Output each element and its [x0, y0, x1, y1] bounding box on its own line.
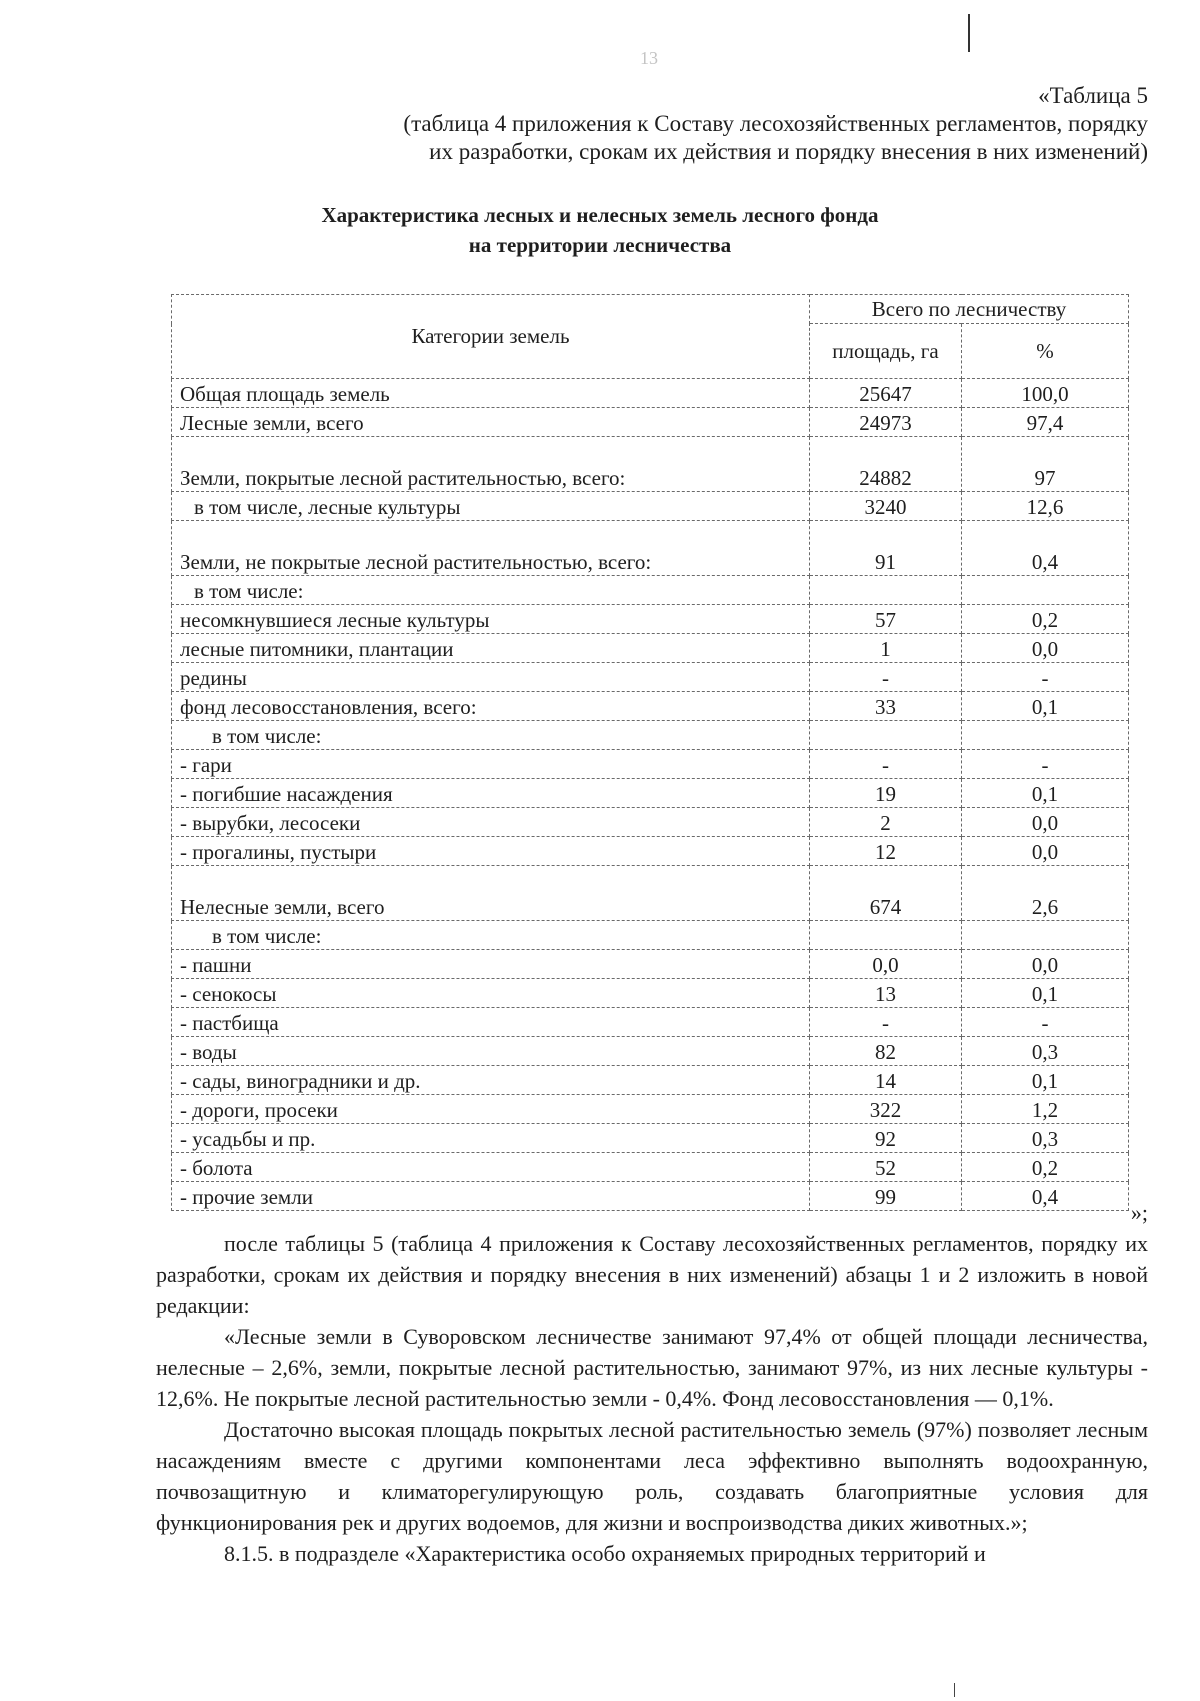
table-row: [172, 808, 1129, 837]
table-row: [172, 408, 1129, 437]
row-area: 12: [810, 837, 962, 866]
table-row: [172, 379, 1129, 408]
table-row: [172, 605, 1129, 634]
row-area: 24882: [810, 437, 962, 492]
table-row: [172, 950, 1129, 979]
closing-quote: »;: [1130, 1200, 1148, 1225]
table-row: [172, 979, 1129, 1008]
row-area: [810, 721, 962, 750]
row-area: -: [810, 750, 962, 779]
row-label: - погибшие насаждения: [172, 779, 810, 808]
table-row: [172, 921, 1129, 950]
row-area: 322: [810, 1095, 962, 1124]
row-label: Земли, не покрытые лесной растительностью, всего:: [172, 521, 810, 576]
row-label: Лесные земли, всего: [172, 408, 810, 437]
row-percent: 0,1: [962, 779, 1129, 808]
table-row: [172, 1037, 1129, 1066]
page-number: 13: [640, 48, 658, 68]
row-percent: 97,4: [962, 408, 1129, 437]
row-percent: 0,1: [962, 979, 1129, 1008]
row-percent: 0,2: [962, 1153, 1129, 1182]
row-area: [810, 921, 962, 950]
row-area: 25647: [810, 379, 962, 408]
row-percent: 0,1: [962, 692, 1129, 721]
row-area: 82: [810, 1037, 962, 1066]
table-row: [172, 492, 1129, 521]
paragraph-2: «Лесные земли в Суворовском лесничестве занимают 97,4% от общей площади лесничества, нелесные – 2,6%, земли, покрытые лесной растительностью, занимают 97%, из них лесные культуры - 12,6%. Не покрытые лесной растительностью земли - 0,4%. Фонд лесовосстановления — 0,1%.: [156, 1324, 1148, 1411]
row-area: 19: [810, 779, 962, 808]
row-percent: -: [962, 1008, 1129, 1037]
body-text: [156, 1228, 1148, 1569]
scan-mark-bottom: [954, 1683, 955, 1697]
table-title-line-1: Характеристика лесных и нелесных земель лесного фонда: [321, 203, 879, 227]
row-percent: 0,4: [962, 1182, 1129, 1211]
row-percent: 97: [962, 437, 1129, 492]
row-label: - болота: [172, 1153, 810, 1182]
table-row: [172, 750, 1129, 779]
table-row: [172, 521, 1129, 576]
row-area: -: [810, 663, 962, 692]
table-title: [160, 200, 1040, 260]
row-label: - прочие земли: [172, 1182, 810, 1211]
row-label: - сады, виноградники и др.: [172, 1066, 810, 1095]
header-total: Всего по лесничеству: [810, 295, 1129, 324]
row-area: 13: [810, 979, 962, 1008]
table-row: [172, 1124, 1129, 1153]
row-percent: -: [962, 750, 1129, 779]
row-label: - сенокосы: [172, 979, 810, 1008]
row-area: 57: [810, 605, 962, 634]
header-percent: %: [962, 324, 1129, 379]
row-percent: 0,3: [962, 1037, 1129, 1066]
row-percent: [962, 721, 1129, 750]
table-row: [172, 663, 1129, 692]
row-percent: 100,0: [962, 379, 1129, 408]
row-area: 24973: [810, 408, 962, 437]
row-percent: 0,0: [962, 837, 1129, 866]
row-percent: 0,2: [962, 605, 1129, 634]
row-area: 1: [810, 634, 962, 663]
paragraph-1: после таблицы 5 (таблица 4 приложения к Составу лесохозяйственных регламентов, порядку их разработки, срокам их действия и порядку внесения в них изменений) абзацы 1 и 2 изложить в новой редакции:: [156, 1231, 1148, 1318]
row-area: 33: [810, 692, 962, 721]
row-label: фонд лесовосстановления, всего:: [172, 692, 810, 721]
table-row: [172, 721, 1129, 750]
row-area: 52: [810, 1153, 962, 1182]
row-label: - дороги, просеки: [172, 1095, 810, 1124]
row-area: [810, 576, 962, 605]
row-percent: 1,2: [962, 1095, 1129, 1124]
table-row: [172, 1153, 1129, 1182]
row-area: 14: [810, 1066, 962, 1095]
row-area: 91: [810, 521, 962, 576]
row-percent: 0,0: [962, 634, 1129, 663]
row-area: 3240: [810, 492, 962, 521]
header-area: площадь, га: [810, 324, 962, 379]
row-area: 99: [810, 1182, 962, 1211]
row-label: в том числе:: [172, 921, 810, 950]
row-percent: 0,0: [962, 950, 1129, 979]
row-label: Нелесные земли, всего: [172, 866, 810, 921]
row-label: - прогалины, пустыри: [172, 837, 810, 866]
table-row: [172, 1066, 1129, 1095]
row-label: - вырубки, лесосеки: [172, 808, 810, 837]
row-percent: 0,4: [962, 521, 1129, 576]
table-row: [172, 576, 1129, 605]
row-label: в том числе:: [172, 576, 810, 605]
row-percent: -: [962, 663, 1129, 692]
header-category: Категории земель: [172, 295, 810, 379]
row-area: 92: [810, 1124, 962, 1153]
row-label: несомкнувшиеся лесные культуры: [172, 605, 810, 634]
row-label: Земли, покрытые лесной растительностью, всего:: [172, 437, 810, 492]
land-categories-table: [171, 294, 1129, 1211]
table-caption: [288, 82, 1148, 166]
row-percent: 2,6: [962, 866, 1129, 921]
row-label: - гари: [172, 750, 810, 779]
row-label: Общая площадь земель: [172, 379, 810, 408]
row-area: 0,0: [810, 950, 962, 979]
table-row: [172, 1008, 1129, 1037]
table-row: [172, 837, 1129, 866]
row-percent: 0,0: [962, 808, 1129, 837]
row-label: - усадьбы и пр.: [172, 1124, 810, 1153]
caption-line-3: их разработки, срокам их действия и порядку внесения в них изменений): [429, 139, 1148, 164]
table-title-line-2: на территории лесничества: [468, 233, 732, 257]
row-percent: [962, 921, 1129, 950]
row-label: - пастбища: [172, 1008, 810, 1037]
caption-table-number: «Таблица 5: [1038, 83, 1148, 108]
table-row: [172, 437, 1129, 492]
row-area: 674: [810, 866, 962, 921]
row-label: в том числе:: [172, 721, 810, 750]
table-row: [172, 866, 1129, 921]
paragraph-4: 8.1.5. в подразделе «Характеристика особо охраняемых природных территорий и: [224, 1541, 986, 1566]
row-label: в том числе, лесные культуры: [172, 492, 810, 521]
paragraph-3: Достаточно высокая площадь покрытых лесной растительностью земель (97%) позволяет лесным насаждениям вместе с другими компонентами леса эффективно выполнять водоохранную, почвозащитную и климаторегулирующую роль, создавать благоприятные условия для функционирования рек и других водоемов, для жизни и воспроизводства диких животных.»;: [156, 1417, 1148, 1535]
row-area: -: [810, 1008, 962, 1037]
table-body: [172, 379, 1129, 1211]
row-label: - пашни: [172, 950, 810, 979]
row-label: лесные питомники, плантации: [172, 634, 810, 663]
row-area: 2: [810, 808, 962, 837]
row-percent: 0,1: [962, 1066, 1129, 1095]
table-row: [172, 779, 1129, 808]
table-header-row: [172, 295, 1129, 324]
table-row: [172, 1095, 1129, 1124]
table-row: [172, 1182, 1129, 1211]
caption-line-2: (таблица 4 приложения к Составу лесохозяйственных регламентов, порядку: [403, 111, 1148, 136]
row-percent: 12,6: [962, 492, 1129, 521]
row-label: - воды: [172, 1037, 810, 1066]
row-percent: 0,3: [962, 1124, 1129, 1153]
table-row: [172, 692, 1129, 721]
table-row: [172, 634, 1129, 663]
row-label: редины: [172, 663, 810, 692]
scan-mark-top: [968, 14, 970, 52]
row-percent: [962, 576, 1129, 605]
